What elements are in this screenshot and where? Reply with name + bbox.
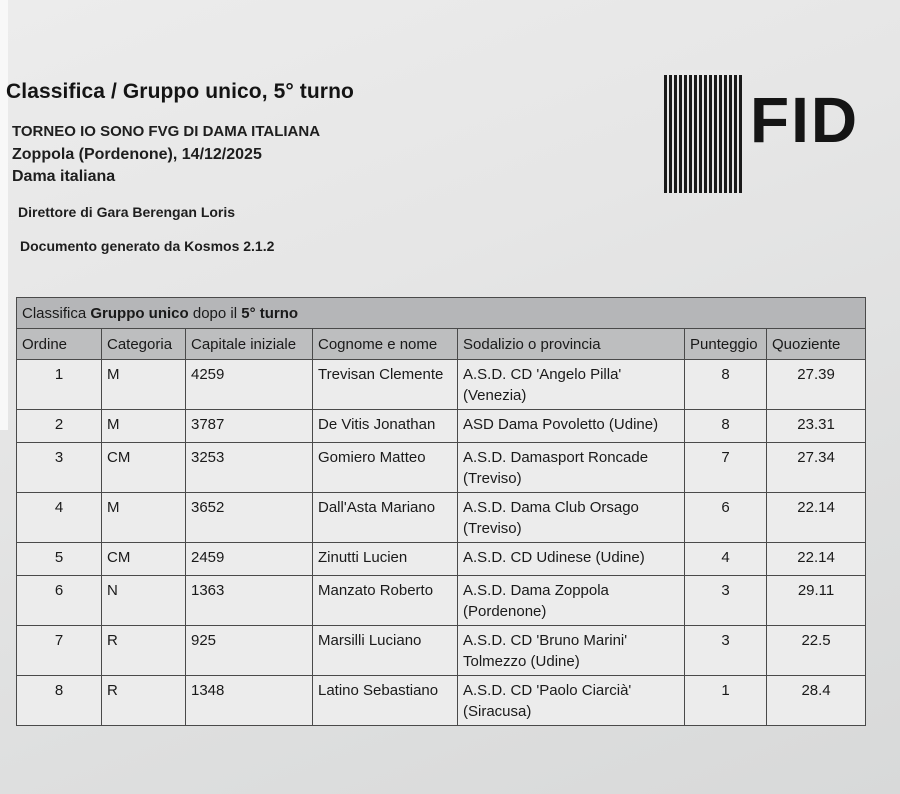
header-categoria: Categoria	[102, 329, 186, 360]
place-date: Zoppola (Pordenone), 14/12/2025	[12, 146, 262, 163]
table-row	[17, 576, 866, 626]
cell-punteggio: 7	[685, 443, 767, 493]
sodalizio-line-2: (Treviso)	[463, 520, 522, 537]
table-row	[17, 443, 866, 493]
cell-capitale: 3652	[186, 493, 313, 543]
cell-sodalizio	[458, 626, 685, 676]
cell-punteggio: 4	[685, 543, 767, 576]
sodalizio-line-1: ASD Dama Povoletto (Udine)	[463, 416, 659, 433]
table-row	[17, 410, 866, 443]
sodalizio-line-1: A.S.D. Dama Zoppola	[463, 582, 609, 599]
table-row	[17, 676, 866, 726]
cell-categoria: M	[102, 360, 186, 410]
standings-table-wrapper	[16, 297, 865, 726]
caption-round: 5° turno	[241, 304, 299, 322]
director-line: Direttore di Gara Berengan Loris	[18, 204, 236, 220]
cell-sodalizio	[458, 443, 685, 493]
table-caption-row	[17, 298, 866, 329]
sodalizio-line-2: (Pordenone)	[463, 603, 547, 620]
sodalizio-line-1: A.S.D. CD 'Bruno Marini'	[463, 632, 628, 649]
sodalizio-line-1: A.S.D. Dama Club Orsago	[463, 499, 639, 516]
cell-quoziente: 23.31	[767, 410, 866, 443]
cell-sodalizio	[458, 360, 685, 410]
cell-punteggio: 3	[685, 626, 767, 676]
table-row	[17, 543, 866, 576]
table-row	[17, 360, 866, 410]
cell-ordine: 6	[17, 576, 102, 626]
cell-nome: Marsilli Luciano	[313, 626, 458, 676]
cell-ordine: 1	[17, 360, 102, 410]
cell-categoria: M	[102, 410, 186, 443]
cell-categoria: M	[102, 493, 186, 543]
sodalizio-line-1: A.S.D. CD 'Angelo Pilla'	[463, 366, 622, 383]
cell-quoziente: 22.5	[767, 626, 866, 676]
table-caption	[17, 298, 866, 329]
cell-quoziente: 29.11	[767, 576, 866, 626]
cell-categoria: R	[102, 676, 186, 726]
sodalizio-line-2: Tolmezzo (Udine)	[463, 653, 580, 670]
sodalizio-line-2: (Treviso)	[463, 470, 522, 487]
fid-logo-text: FID	[750, 84, 860, 156]
sodalizio-line-1: A.S.D. CD Udinese (Udine)	[463, 549, 645, 566]
header-nome: Cognome e nome	[313, 329, 458, 360]
cell-nome: Latino Sebastiano	[313, 676, 458, 726]
header-punteggio: Punteggio	[685, 329, 767, 360]
cell-punteggio: 3	[685, 576, 767, 626]
caption-prefix: Classifica	[22, 304, 91, 322]
cell-quoziente: 22.14	[767, 543, 866, 576]
cell-quoziente: 27.39	[767, 360, 866, 410]
header-capitale: Capitale iniziale	[186, 329, 313, 360]
table-header-row	[17, 329, 866, 360]
cell-ordine: 4	[17, 493, 102, 543]
cell-capitale: 3253	[186, 443, 313, 493]
cell-categoria: CM	[102, 543, 186, 576]
cell-ordine: 2	[17, 410, 102, 443]
cell-capitale: 4259	[186, 360, 313, 410]
sodalizio-line-2: (Venezia)	[463, 387, 527, 404]
sodalizio-line-1: A.S.D. CD 'Paolo Ciarcià'	[463, 682, 632, 699]
cell-nome: Zinutti Lucien	[313, 543, 458, 576]
caption-group: Gruppo unico	[90, 304, 189, 322]
cell-categoria: R	[102, 626, 186, 676]
tournament-name: TORNEO IO SONO FVG DI DAMA ITALIANA	[12, 123, 321, 140]
header-ordine: Ordine	[17, 329, 102, 360]
standings-table	[16, 297, 866, 726]
cell-quoziente: 27.34	[767, 443, 866, 493]
cell-nome: Manzato Roberto	[313, 576, 458, 626]
game-type: Dama italiana	[12, 168, 116, 185]
cell-sodalizio	[458, 676, 685, 726]
cell-nome: Trevisan Clemente	[313, 360, 458, 410]
cell-ordine: 8	[17, 676, 102, 726]
cell-punteggio: 8	[685, 360, 767, 410]
cell-ordine: 3	[17, 443, 102, 493]
cell-sodalizio	[458, 543, 685, 576]
cell-quoziente: 22.14	[767, 493, 866, 543]
cell-ordine: 5	[17, 543, 102, 576]
sodalizio-line-1: A.S.D. Damasport Roncade	[463, 449, 649, 466]
cell-capitale: 925	[186, 626, 313, 676]
cell-ordine: 7	[17, 626, 102, 676]
table-row	[17, 493, 866, 543]
header-sodalizio: Sodalizio o provincia	[458, 329, 685, 360]
cell-nome: De Vitis Jonathan	[313, 410, 458, 443]
cell-categoria: N	[102, 576, 186, 626]
cell-categoria: CM	[102, 443, 186, 493]
cell-nome: Dall'Asta Mariano	[313, 493, 458, 543]
cell-capitale: 1363	[186, 576, 313, 626]
cell-punteggio: 6	[685, 493, 767, 543]
header-quoziente: Quoziente	[767, 329, 866, 360]
sodalizio-line-2: (Siracusa)	[463, 703, 532, 720]
page-title: Classifica / Gruppo unico, 5° turno	[6, 80, 354, 103]
cell-punteggio: 8	[685, 410, 767, 443]
cell-capitale: 2459	[186, 543, 313, 576]
table-row	[17, 626, 866, 676]
cell-quoziente: 28.4	[767, 676, 866, 726]
cell-capitale: 3787	[186, 410, 313, 443]
page-edge	[0, 0, 8, 430]
cell-punteggio: 1	[685, 676, 767, 726]
caption-middle: dopo il	[188, 304, 242, 322]
fid-logo	[664, 75, 864, 195]
generated-by-line: Documento generato da Kosmos 2.1.2	[20, 238, 275, 254]
cell-sodalizio	[458, 410, 685, 443]
cell-nome: Gomiero Matteo	[313, 443, 458, 493]
fid-bars-icon	[664, 75, 742, 193]
cell-capitale: 1348	[186, 676, 313, 726]
cell-sodalizio	[458, 493, 685, 543]
cell-sodalizio	[458, 576, 685, 626]
